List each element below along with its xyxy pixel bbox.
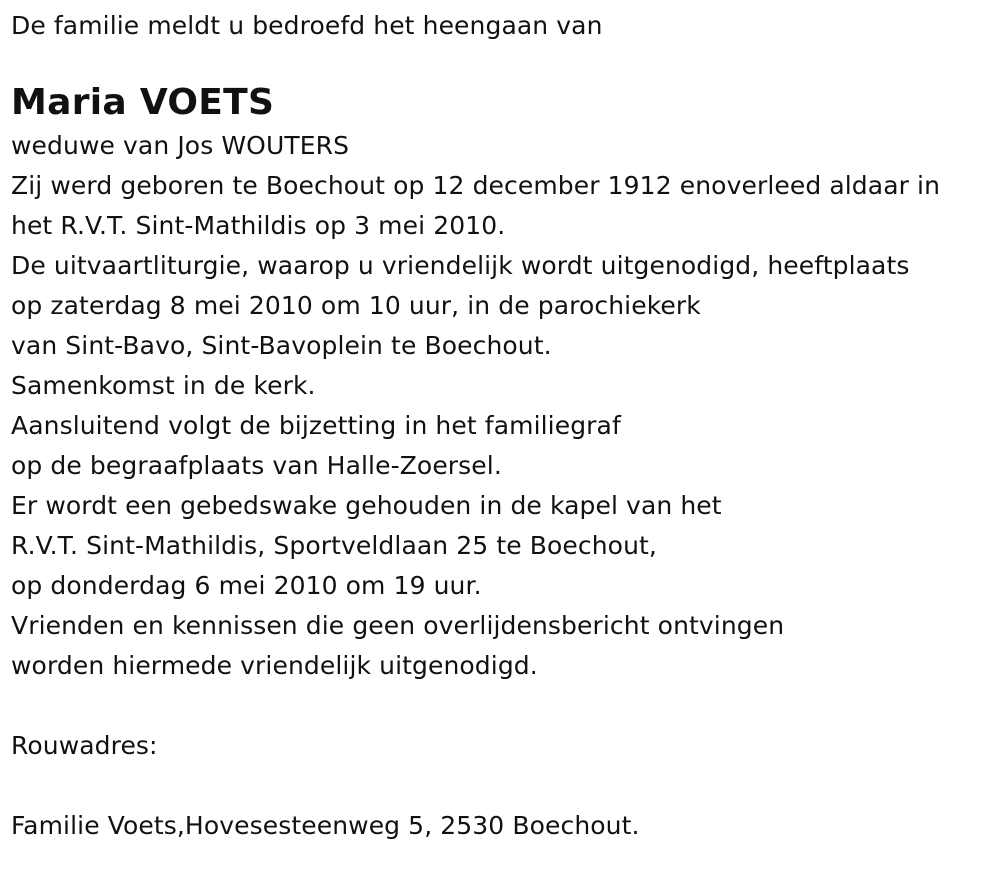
body-line: worden hiermede vriendelijk uitgenodigd.: [11, 651, 538, 680]
body-line: het R.V.T. Sint-Mathildis op 3 mei 2010.: [11, 211, 506, 240]
body-line: Zij werd geboren te Boechout op 12 december 1912 enoverleed aldaar in: [11, 171, 941, 200]
body-line: Samenkomst in de kerk.: [11, 371, 316, 400]
body-line: Aansluitend volgt de bijzetting in het familiegraf: [11, 411, 621, 440]
body-line: op donderdag 6 mei 2010 om 19 uur.: [11, 571, 482, 600]
body-line: Er wordt een gebedswake gehouden in de kapel van het: [11, 491, 722, 520]
body-line: De uitvaartliturgie, waarop u vriendelijk wordt uitgenodigd, heeftplaats: [11, 251, 910, 280]
spacer: [11, 766, 991, 806]
spacer: [11, 686, 991, 726]
intro-text: De familie meldt u bedroefd het heengaan van: [11, 11, 603, 40]
deceased-name: Maria VOETS: [11, 82, 275, 123]
body-line: Vrienden en kennissen die geen overlijdensbericht ontvingen: [11, 611, 785, 640]
body-line: op de begraafplaats van Halle-Zoersel.: [11, 451, 502, 480]
mourning-address: Familie Voets,Hovesesteenweg 5, 2530 Boechout.: [11, 811, 640, 840]
body-line: van Sint-Bavo, Sint-Bavoplein te Boechout.: [11, 331, 552, 360]
body-line: op zaterdag 8 mei 2010 om 10 uur, in de parochiekerk: [11, 291, 701, 320]
body-line: R.V.T. Sint-Mathildis, Sportveldlaan 25 te Boechout,: [11, 531, 657, 560]
body-line: weduwe van Jos WOUTERS: [11, 131, 350, 160]
address-label: Rouwadres:: [11, 731, 158, 760]
death-notice: [11, 6, 991, 846]
